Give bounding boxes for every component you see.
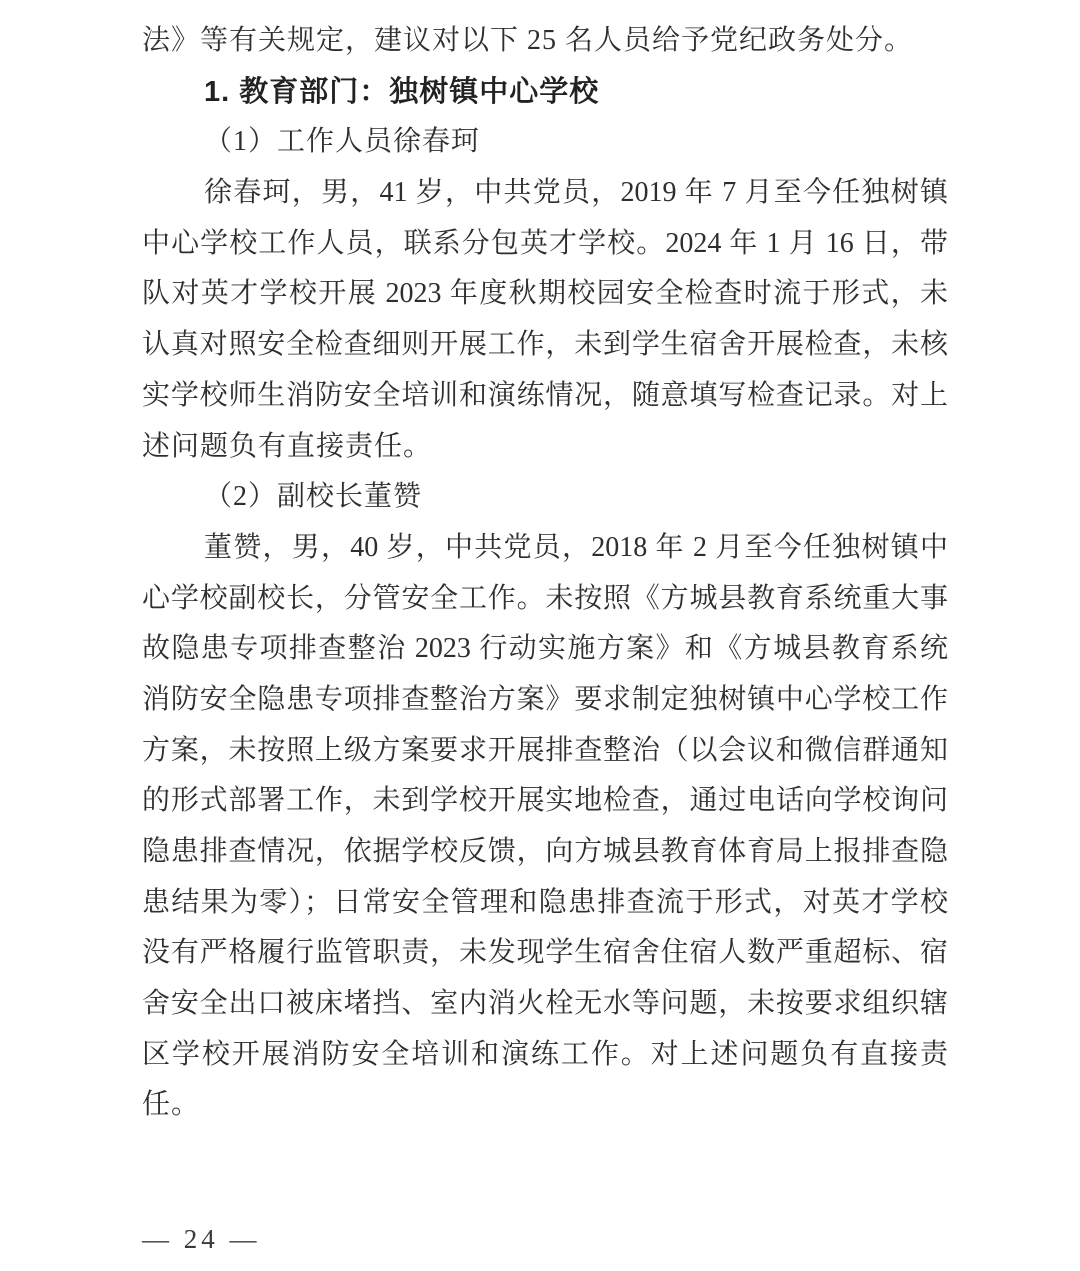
paragraph-line: 舍安全出口被床堵挡、室内消火栓无水等问题，未按要求组织辖 <box>142 988 948 1020</box>
paragraph-line: 实学校师生消防安全培训和演练情况，随意填写检查记录。对上 <box>142 379 948 411</box>
paragraph-line: 董赞，男，40 岁，中共党员，2018 年 2 月至今任独树镇中 <box>204 531 948 563</box>
paragraph-line: 方案，未按照上级方案要求开展排查整治（以会议和微信群通知 <box>142 734 948 766</box>
paragraph-line: 没有严格履行监管职责，未发现学生宿舍住宿人数严重超标、宿 <box>142 937 948 969</box>
paragraph-continuation-line: 法》等有关规定，建议对以下 25 名人员给予党纪政务处分。 <box>142 25 914 56</box>
paragraph-line: 故隐患专项排查整治 2023 行动实施方案》和《方城县教育系统 <box>142 633 948 665</box>
paragraph-line: 中心学校工作人员，联系分包英才学校。2024 年 1 月 16 日，带 <box>142 227 948 259</box>
paragraph-line: 徐春珂，男，41 岁，中共党员，2019 年 7 月至今任独树镇 <box>204 177 948 209</box>
paragraph-line: 心学校副校长，分管安全工作。未按照《方城县教育系统重大事 <box>142 582 948 614</box>
paragraph-line: 区学校开展消防安全培训和演练工作。对上述问题负有直接责 <box>142 1038 948 1070</box>
paragraph-line: 消防安全隐患专项排查整治方案》要求制定独树镇中心学校工作 <box>142 683 948 715</box>
paragraph-line: 隐患排查情况，依据学校反馈，向方城县教育体育局上报排查隐 <box>142 836 948 867</box>
paragraph-line: 认真对照安全检查细则开展工作，未到学生宿舍开展检查，未核 <box>142 329 948 361</box>
document-body <box>142 16 948 1131</box>
paragraph-line: 的形式部署工作，未到学校开展实地检查，通过电话向学校询问 <box>142 785 948 817</box>
paragraph-last-line: 任。 <box>142 1089 201 1121</box>
paragraph-line: 队对英才学校开展 2023 年度秋期校园安全检查时流于形式，未 <box>142 278 948 310</box>
paragraph-last-line: 述问题负有直接责任。 <box>142 430 433 462</box>
section-heading: 1. 教育部门：独树镇中心学校 <box>204 75 600 108</box>
paragraph-line: 患结果为零）；日常安全管理和隐患排查流于形式，对英才学校 <box>142 886 948 918</box>
page-number: — 24 — <box>142 1224 261 1254</box>
subsection-heading-2: （2）副校长董赞 <box>204 481 423 513</box>
subsection-heading-1: （1）工作人员徐春珂 <box>204 126 481 158</box>
